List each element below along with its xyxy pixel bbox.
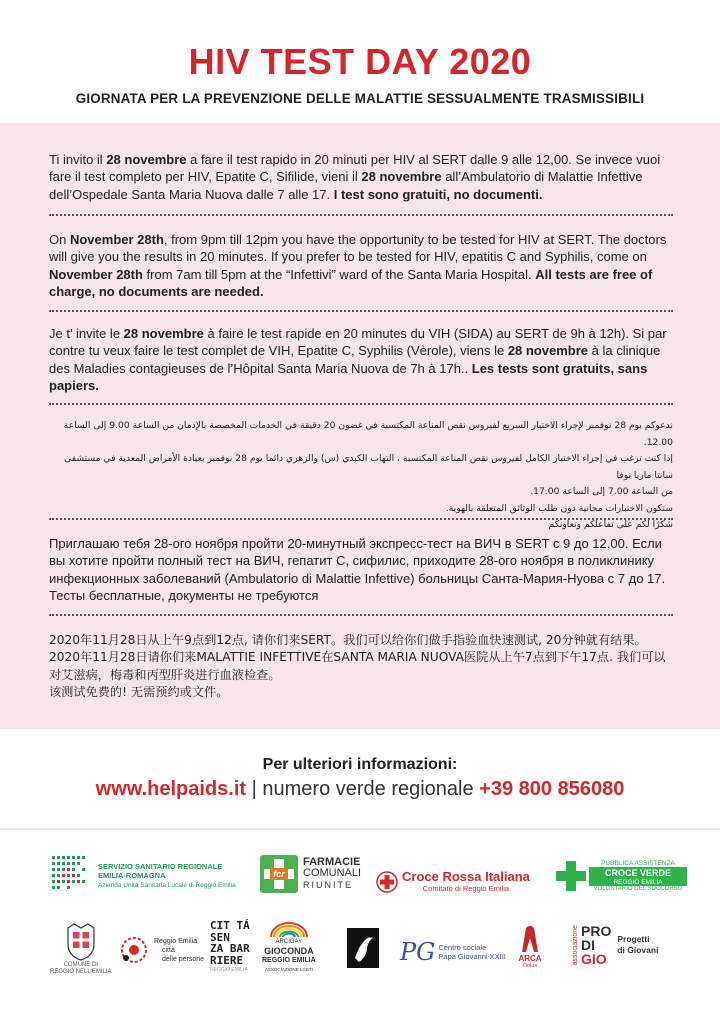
dots-circle-icon — [118, 934, 150, 966]
divider — [49, 614, 673, 616]
arabic-line: من الساعة 7.00 إلى الساعة 17.00. — [530, 486, 673, 497]
citta-senza-barriere-logo: CIT TÁ SEN ZA BAR RIERE REGGIO EMILIA — [210, 919, 250, 973]
prodigio-logo: associazione PRO DI GIO Progetti di Giovani — [572, 923, 659, 967]
arca-onlus-logo: ARCA Onlus — [512, 924, 548, 969]
page-header — [0, 0, 720, 122]
arcigay-gioconda-logo: ARCIGAY GIOCONDA REGGIO EMILIA ASSOCIAZIONE LGBTI — [262, 920, 316, 974]
chinese-line: 2020年11月28日从上午9点到12点, 请你们来SERT。我们可以给你们做手指验血快速测试, 20分钟就有结果。 — [49, 633, 647, 647]
red-cross-icon — [376, 871, 398, 893]
green-cross-icon — [556, 861, 586, 891]
emblem-logo — [347, 928, 379, 968]
reggio-citta-persone-logo: Reggio Emilia città delle persone — [118, 934, 204, 966]
info-title: Per ulteriori informazioni: — [262, 756, 458, 773]
comune-reggio-logo: COMUNE DI REGGIO NELL'EMILIA — [50, 922, 112, 976]
rainbow-icon — [268, 920, 310, 938]
city-crest-icon — [64, 922, 98, 962]
arabic-line: شكرًا لكم على تفاعلكم وتعاونكم — [548, 519, 673, 530]
chinese-paragraph — [49, 632, 673, 701]
divider — [49, 310, 673, 312]
phone-number[interactable]: +39 800 856080 — [479, 778, 625, 800]
page-subtitle: GIORNATA PER LA PREVENZIONE DELLE MALATTIE SESSUALMENTE TRASMISSIBILI — [75, 91, 645, 106]
english-paragraph: On November 28th, from 9pm till 12pm you have the opportunity to be tested for HIV at SERT. The doctors will give you the results in 20 minutes. If you prefer to be tested for HIV, epatitis C and Syphilis, come on November 28th from 7am till 5pm at the “Infettivi” ward of the Santa Maria Hospital. All tests are free of charge, no documents are needed. — [49, 232, 667, 299]
bird-emblem-icon — [347, 928, 379, 968]
chinese-line: 2020年11月28日请你们来MALATTIE INFETTIVE在SANTA MARIA NUOVA医院从上午7点到下午17点. 我们可以对艾滋病，梅毒和丙型肝炎进行血液检查。 — [49, 650, 666, 682]
ssr-emilia-romagna-logo: SERVIZIO SANITARIO REGIONALE EMILIA-ROMAGNA Azienda Unità Sanitaria Locale di Reggio Emilia — [52, 856, 236, 896]
farmacie-comunali-logo: fcr FARMACIE COMUNALI RIUNITE — [260, 855, 361, 893]
page-title: HIV TEST DAY 2020 — [188, 41, 532, 82]
chinese-line: 该测试免费的! 无需预约或文件。 — [49, 684, 229, 699]
arabic-line: إذا كنت ترغب في إجراء الاختبار الكامل لفيروس نقص المناعة المكتسبة ، التهاب الكبدي (س) والزهري دائما يوم 28 نوفمبر بعيادة الأمراض المعدية في مستشفى سانتا ماريا نوفا — [64, 453, 673, 481]
italian-paragraph: Ti invito il 28 novembre a fare il test rapido in 20 minuti per HIV al SERT dalle 9 alle 12,00. Se invece vuoi fare il test completo per HIV, Epatite C, Sifilide, vieni il 28 novembre all’Ambulatorio di Malattie Infettive dell’Ospedale Santa Maria Nuova dalle 7 alle 17. I test sono gratuiti, no documenti. — [49, 152, 661, 202]
pg-mark-icon: PG — [400, 938, 436, 966]
russian-paragraph: Приглашаю тебя 28-ого ноября пройти 20-минутный экспресс-тест на ВИЧ в SERT с 9 до 12.00. Если вы хотите пройти полный тест на ВИЧ, гепатит С, сифилис, приходите 28-ого ноября в поликлинику инфекционных заболеваний (Ambulatorio di Malattie Infettive) больницы Санта-Мария-Нуова с 7 до 17. Тесты бесплатные, документы не требуются — [49, 536, 666, 603]
divider — [49, 518, 673, 520]
website-link[interactable]: www.helpaids.it — [95, 778, 247, 800]
ssr-grid-icon — [52, 856, 92, 896]
arabic-paragraph — [49, 418, 673, 534]
divider — [49, 214, 673, 216]
croce-verde-logo: PUBBLICA ASSISTENZA CROCE VERDE REGGIO EMILIA VOLONTARIO DEL SOCCORSO — [556, 860, 687, 892]
divider — [49, 403, 673, 405]
arabic-line: ستكون الاختبارات مجانية دون طلب الوثائق المتعلقة بالهوية. — [445, 502, 673, 514]
arabic-line: ندعوكم يوم 28 نوفمبر لإجراء الاختبار السريع لفيروس نقص المناعة المكتسبة في غضون 20 دقيقة في الخدمات المخصصة بالإدمان من الساعة 9.00 إلى الساعة 12.00. — [63, 420, 673, 448]
sponsors-footer — [0, 828, 720, 1018]
papa-giovanni-logo: PG Centro sociale Papa Giovanni XXIII — [400, 938, 506, 966]
french-paragraph: Je t’ invite le 28 novembre à faire le test rapide en 20 minutes du VIH (SIDA) au SERT de 9h à 12h). Si par contre tu veux faire le test complet de VIH, Epatite C, Syphilis (Vèrole), viens le 28 novembre à la clinique des Maladies contagieuses de l’Hôpital Santa Maria Nuova de 7h à 17h.. Les tests sont gratuits, sans papiers. — [49, 326, 667, 393]
farmacie-cross-icon: fcr — [260, 855, 298, 893]
arca-ribbon-icon — [512, 924, 548, 954]
croce-rossa-logo: Croce Rossa Italiana Comitato di Reggio Emilia — [376, 870, 530, 893]
contact-line: www.helpaids.it | numero verde regionale +39 800 856080 — [95, 778, 625, 800]
